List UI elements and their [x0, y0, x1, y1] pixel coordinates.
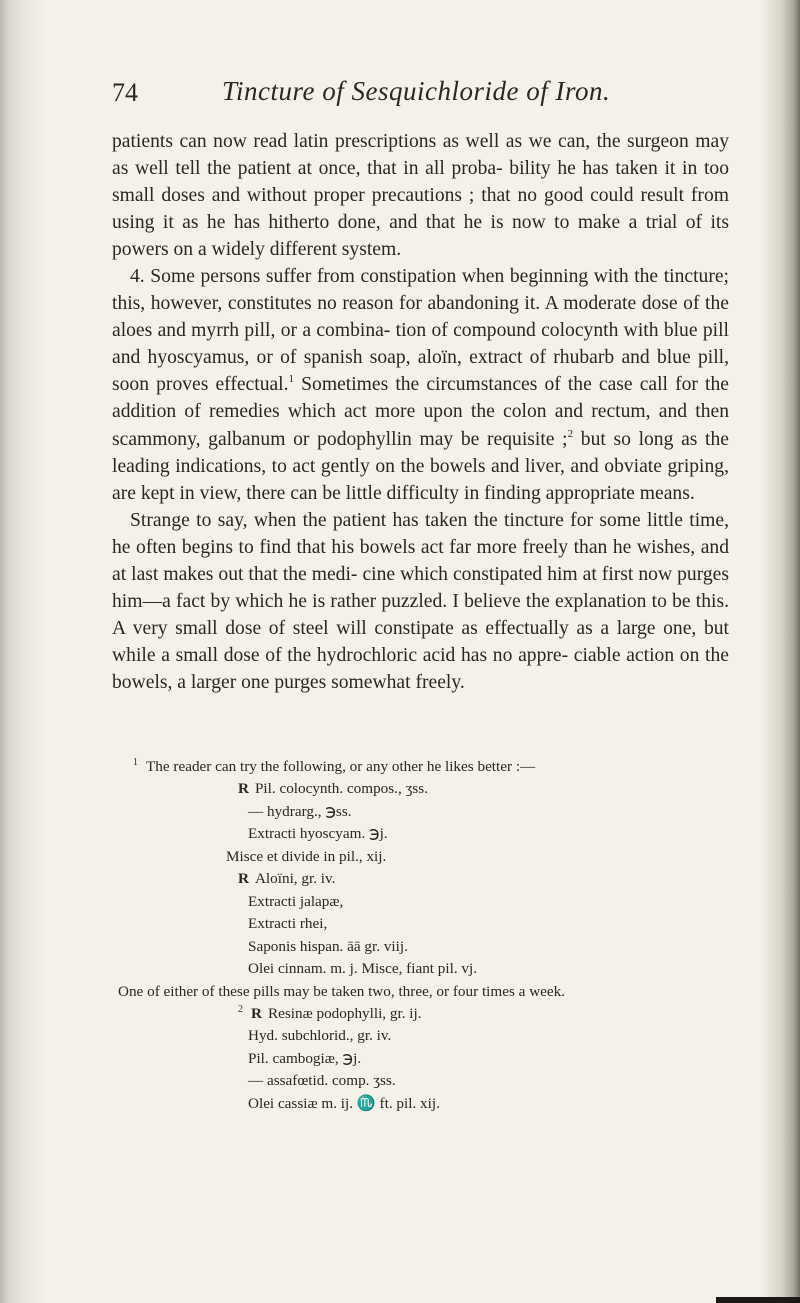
footnote-ref-2[interactable]: 2 [567, 427, 574, 440]
footnote-2-first-line: $^2$ R Resinæ podophylli, gr. ij. [238, 1003, 422, 1022]
prescription-line: R Aloïni, gr. iv. [238, 870, 336, 888]
paragraph-2-part-c: but so long as the leading indications, to act gently on the bowels and liver, and obviate griping, are kept in view, there can be little difficulty in finding appropriate means. [112, 428, 729, 504]
prescription-line: R Pil. colocynth. compos., ʒss. [238, 780, 428, 798]
main-text [112, 128, 729, 696]
footnote-ref-1[interactable]: 1 [288, 373, 295, 386]
prescription-line: Olei cinnam. m. j. Misce, fiant pil. vj. [248, 960, 478, 978]
paragraph-2-part-a: 4. Some persons suffer from constipation when beginning with the tincture; this, however, constitutes no reason for abandoning it. A moderate dose of the aloes and myrrh pill, or a combina- tion of compound colocynth with blue pill and hyoscyamus, or of spanish soap, aloïn, extract of rhubarb and blue pill, soon proves effectual. [112, 266, 729, 396]
recipe-symbol: R [238, 870, 249, 888]
page-corner-shadow [716, 1297, 800, 1303]
prescription-line: Extracti jalapæ, [248, 892, 344, 910]
paragraph-3: Strange to say, when the patient has taken the tincture for some little time, he often begins to find that his bowels act far more freely than he wishes, and at last makes out that the medi- cine which constipated him at first now purges him—a fact by which he is rather puzzled. I believe the explanation to be this. A very small dose of steel will constipate as effectually as a large one, but while a small dose of the hydrochloric acid has no appre- ciable action on the bowels, a larger one purges somewhat freely. [112, 509, 729, 693]
footnotes [118, 756, 728, 1115]
paragraph-2-part-b: Sometimes the circumstances of the case call for the addition of remedies which act more upon the colon and rectum, and then scammony, galbanum or podophyllin may be requisite ; [112, 374, 729, 450]
footnote-1-intro: $^1$ The reader can try the following, or any other he likes better :— [133, 757, 536, 775]
recipe-symbol: R [238, 780, 249, 798]
recipe-symbol: R [251, 1004, 262, 1022]
prescription-line: — hydrarg., ℈ss. [248, 802, 352, 820]
page-number: 74 [112, 78, 138, 107]
prescription-line: — assafœtid. comp. ʒss. [248, 1072, 396, 1090]
footnote-1-closing: One of either of these pills may be taken two, three, or four times a week. [118, 982, 566, 1000]
paragraph-2 [112, 263, 729, 506]
page-gutter-left [0, 0, 46, 1303]
footnote-1-mark: 1 [133, 757, 138, 768]
prescription-line: Pil. cambogiæ, ℈j. [248, 1049, 362, 1067]
page-edge-right [760, 0, 800, 1303]
running-head: Tincture of Sesquichloride of Iron. [222, 76, 611, 106]
prescription-line: Extracti hyoscyam. ℈j. [248, 825, 388, 843]
prescription-line: Misce et divide in pil., xij. [226, 847, 387, 865]
prescription-line: Olei cassiæ m. ij. ♏ ft. pil. xij. [248, 1094, 440, 1112]
prescription-line: Extracti rhei, [248, 915, 328, 933]
paragraph-1: patients can now read latin prescriptions as well as we can, the surgeon may as well tell the patient at once, that in all proba- bility he has taken it in too small doses and without proper precautions ; that no good could result from using it as he has hitherto done, and that he is now to make a trial of its powers on a widely different system. [112, 131, 729, 261]
prescription-line: Saponis hispan. āā gr. viij. [248, 937, 408, 955]
footnote-2-mark: 2 [238, 1003, 243, 1015]
prescription-line: Hyd. subchlorid., gr. iv. [248, 1027, 392, 1045]
